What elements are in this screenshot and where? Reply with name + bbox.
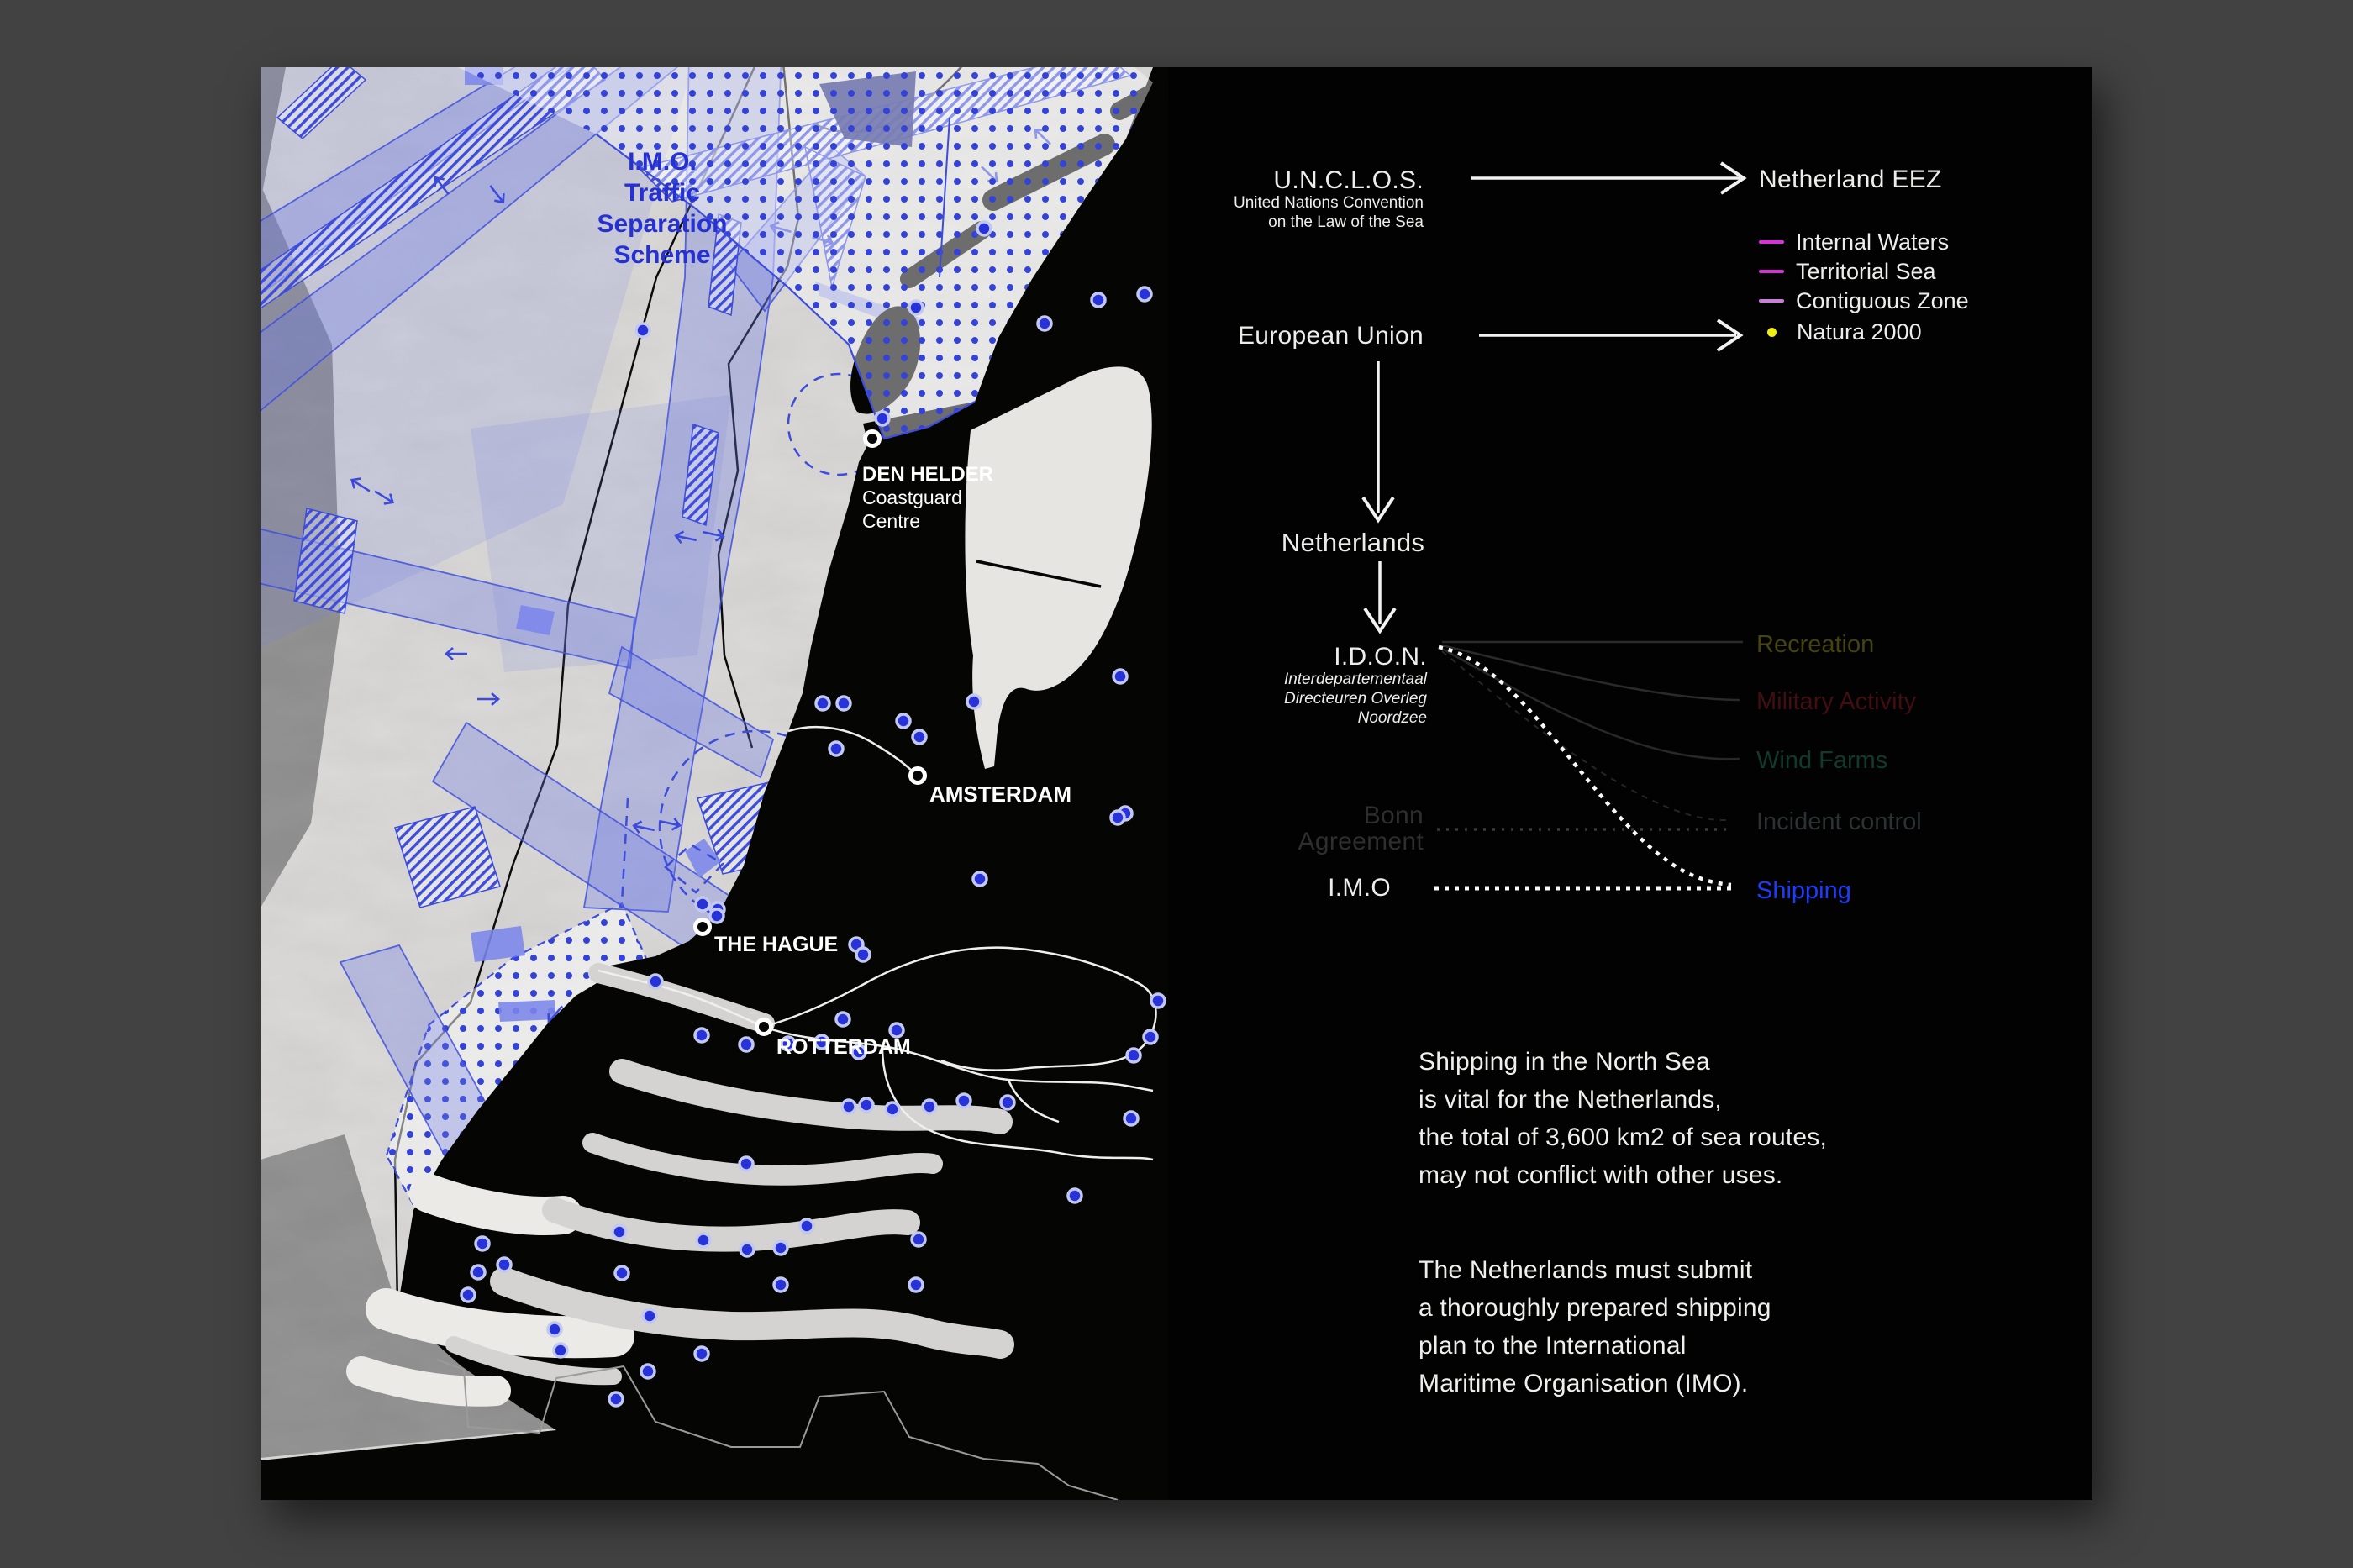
den-helder-sub1: Coastguard [862,487,962,508]
paragraph-2 [1419,1251,1827,1402]
idon-subtitle-line3: Noordzee [1357,709,1427,727]
the-hague-label: THE HAGUE [714,933,839,956]
territorial-sea-dash [1759,270,1784,273]
unclos-subtitle-line1: United Nations Convention [1233,194,1424,212]
outcome-military-activity: Military Activity [1756,688,1917,715]
legend-row-contiguous-zone [1759,287,1969,314]
amsterdam-label: AMSTERDAM [929,781,1071,807]
bonn-label-line1: Bonn [1363,802,1424,829]
text-line: is vital for the Netherlands, [1419,1086,1722,1113]
idon-subtitle-line1: Interdepartementaal [1283,671,1427,688]
internal-waters-dash [1759,240,1784,244]
netherland-eez-label: Netherland EEZ [1759,166,1942,193]
text-line: a thoroughly prepared shipping [1419,1294,1771,1322]
text-line: The Netherlands must submit [1419,1256,1753,1284]
tss-map-label-line3: Separation [597,210,728,238]
legend-row-territorial-sea [1759,258,1936,285]
idon-fan-lines [1434,642,1743,888]
legend-row-internal-waters [1759,229,1949,255]
tss-map-label: I.M.O. [628,148,697,176]
text-line: Maritime Organisation (IMO). [1419,1370,1749,1397]
text-line: the total of 3,600 km2 of sea routes, [1419,1123,1828,1151]
legend-label: Internal Waters [1796,229,1950,255]
imo-label: I.M.O [1328,874,1391,902]
idon-title: I.D.O.N. [1334,643,1427,671]
outcome-incident-control: Incident control [1756,808,1922,835]
contiguous-zone-dash [1759,299,1784,303]
outcome-recreation: Recreation [1756,631,1875,658]
outcome-wind-farms: Wind Farms [1756,747,1888,774]
tss-map-label-line4: Scheme [613,241,711,269]
text-line: plan to the International [1419,1332,1687,1360]
legend-label: Contiguous Zone [1796,287,1969,313]
unclos-subtitle-line2: on the Law of the Sea [1268,213,1424,231]
white-arrows [1363,163,1744,631]
den-helder-label: DEN HELDER [862,463,994,486]
idon-subtitle-line2: Directeuren Overleg [1283,690,1427,708]
outcome-shipping: Shipping [1756,877,1851,904]
legend-row-natura-2000 [1759,318,1922,345]
netherlands-label: Netherlands [1281,528,1425,557]
line-to-windfarms [1442,649,1740,759]
text-line: may not conflict with other uses. [1419,1161,1783,1189]
infographic-content [261,67,2092,1500]
line-to-incident [1442,651,1726,820]
tss-map-label-line2: Traffic [624,179,701,207]
text-line: Shipping in the North Sea [1419,1048,1710,1076]
unclos-title: U.N.C.L.O.S. [1273,166,1424,194]
bonn-label-line2: Agreement [1298,828,1424,855]
den-helder-sub2: Centre [862,510,921,532]
rotterdam-label: ROTTERDAM [776,1035,911,1059]
paragraph-1 [1419,1043,1827,1194]
legend-label: Natura 2000 [1797,318,1922,345]
european-union-label: European Union [1237,322,1424,350]
line-to-shipping [1439,647,1731,885]
annotation-text-block [1419,1043,1827,1402]
natura-2000-dot [1767,328,1777,337]
legend-label: Territorial Sea [1796,258,1936,284]
